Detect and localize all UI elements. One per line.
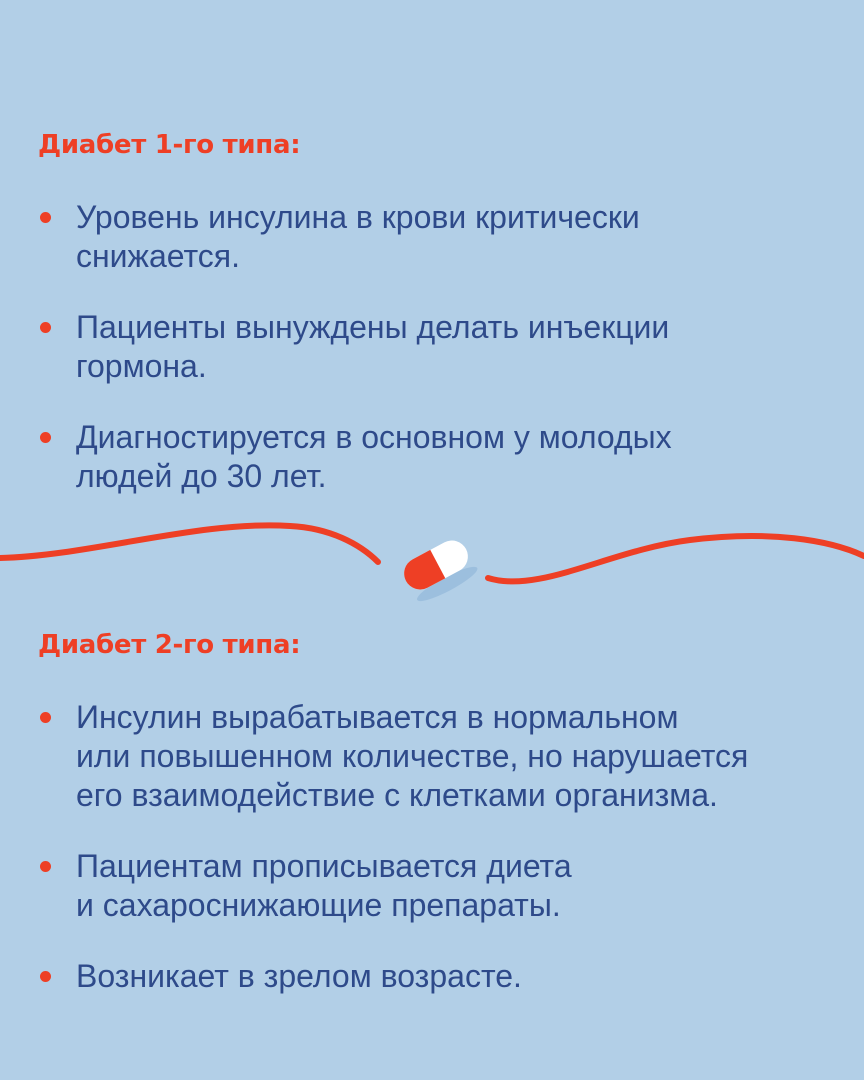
item-text-line: Уровень инсулина в крови критически — [76, 199, 640, 235]
type2-heading: Диабет 2-го типа: — [38, 630, 301, 660]
list-item — [38, 418, 838, 496]
item-text-line: снижается. — [76, 238, 240, 274]
item-text-line: Пациентам прописывается диета — [76, 848, 572, 884]
item-text-line: его взаимодействие с клетками организма. — [76, 777, 718, 813]
list-item — [38, 198, 838, 276]
bullet-icon — [40, 212, 51, 223]
list-item — [38, 698, 838, 815]
type1-section — [38, 128, 838, 528]
item-text-line: гормона. — [76, 348, 207, 384]
bullet-icon — [40, 432, 51, 443]
bullet-icon — [40, 712, 51, 723]
type2-list — [38, 698, 838, 996]
wave-divider — [0, 510, 864, 610]
item-text-line: людей до 30 лет. — [76, 458, 327, 494]
item-text-line: Возникает в зрелом возрасте. — [76, 958, 522, 994]
item-text-line: Инсулин вырабатывается в нормальном — [76, 699, 679, 735]
item-text-line: и сахароснижающие препараты. — [76, 887, 561, 923]
type1-heading: Диабет 1-го типа: — [38, 130, 301, 160]
list-item — [38, 308, 838, 386]
type1-list — [38, 198, 838, 496]
item-text-line: Пациенты вынуждены делать инъекции — [76, 309, 670, 345]
bullet-icon — [40, 971, 51, 982]
bullet-icon — [40, 861, 51, 872]
list-item — [38, 847, 838, 925]
item-text-line: или повышенном количестве, но нарушается — [76, 738, 749, 774]
list-item — [38, 957, 838, 996]
bullet-icon — [40, 322, 51, 333]
type2-section — [38, 628, 838, 1028]
pill-icon — [398, 534, 480, 606]
wave-right — [488, 536, 864, 581]
wave-left — [0, 525, 378, 562]
item-text-line: Диагностируется в основном у молодых — [76, 419, 672, 455]
